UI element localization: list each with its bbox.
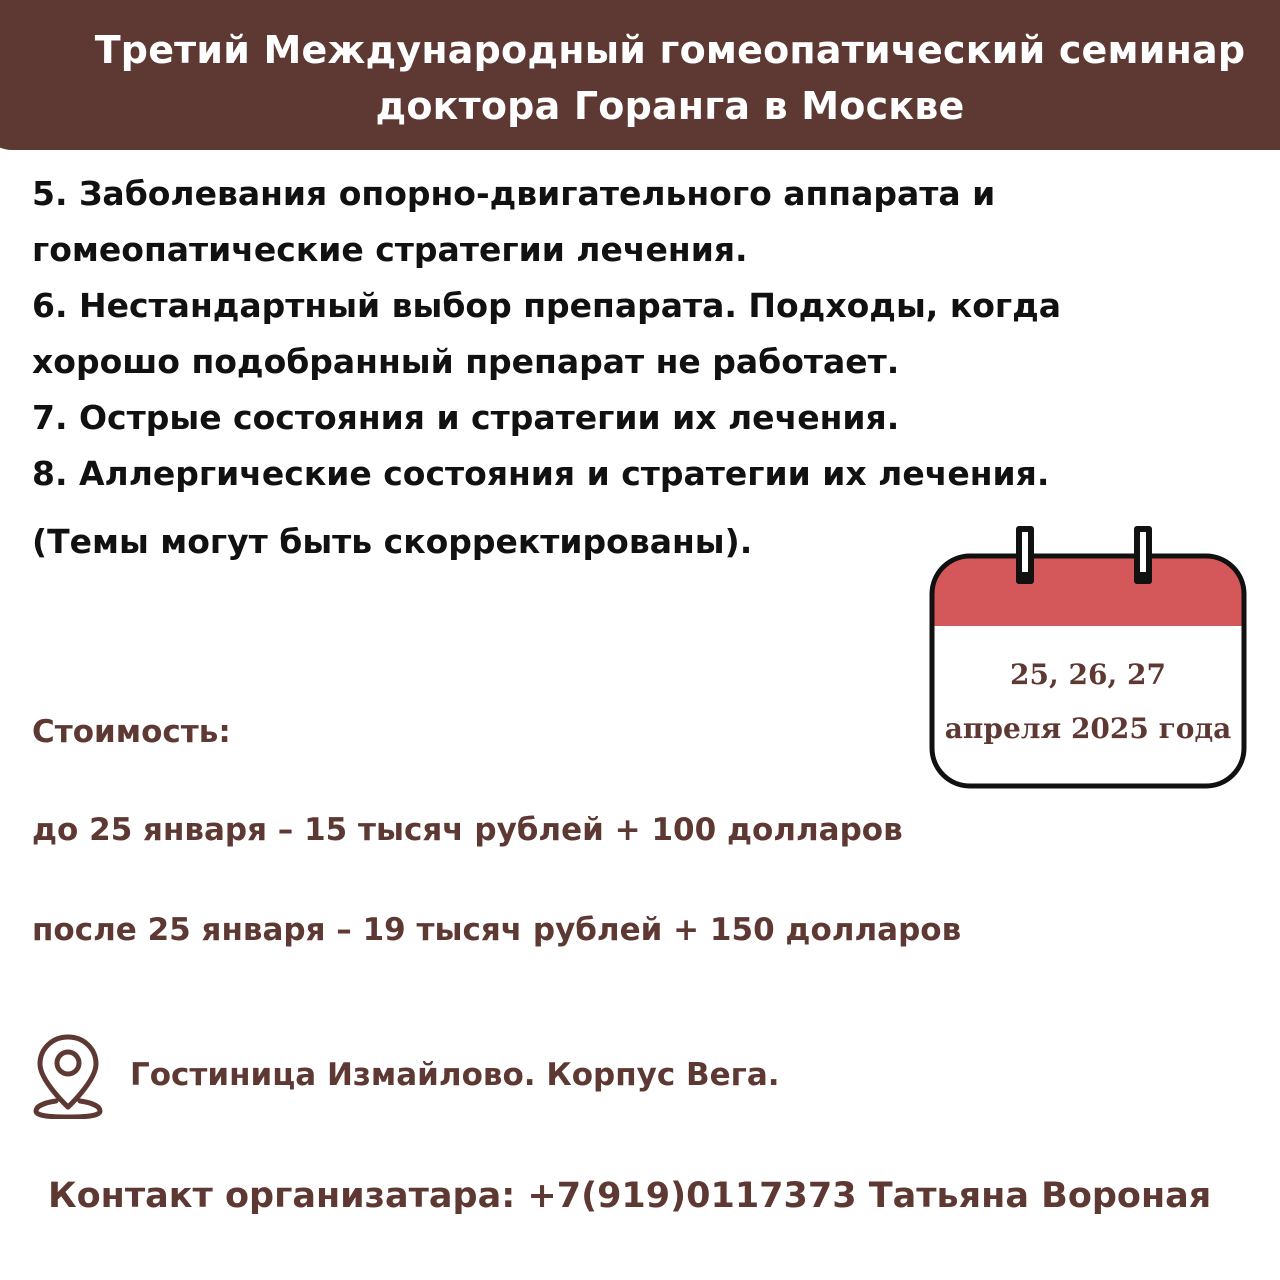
price-late: после 25 января – 19 тысяч рублей + 150 долларов (32, 912, 962, 948)
topic-line: 7. Острые состояния и стратегии их лечения. (32, 398, 900, 437)
topic-line: 8. Аллергические состояния и стратегии их лечения. (32, 454, 1050, 493)
location-row (32, 1030, 780, 1120)
topic-line: 6. Нестандартный выбор препарата. Подходы, когда (32, 286, 1062, 325)
topics-list (32, 166, 1232, 502)
organizer-contact: Контакт организатара: +7(919)0117373 Татьяна Вороная (48, 1176, 1212, 1216)
event-dates (928, 648, 1248, 756)
topic-line: 5. Заболевания опорно-двигательного аппарата и (32, 174, 996, 213)
cost-label: Стоимость: (32, 714, 231, 750)
event-days: 25, 26, 27 (1010, 658, 1166, 691)
location-pin-icon (32, 1031, 104, 1119)
page-title (40, 22, 1280, 134)
event-month-year: апреля 2025 года (944, 712, 1232, 745)
page-title-line-1: Третий Международный гомеопатический семинар (94, 28, 1246, 72)
price-early: до 25 января – 15 тысяч рублей + 100 долларов (32, 812, 903, 848)
topic-line: гомеопатические стратегии лечения. (32, 230, 748, 269)
page-title-line-2: доктора Горанга в Москве (375, 84, 965, 128)
topic-line: хорошо подобранный препарат не работает. (32, 342, 900, 381)
location-text: Гостиница Измайлово. Корпус Вега. (130, 1057, 780, 1093)
topics-note: (Темы могут быть скорректированы). (32, 522, 753, 561)
calendar-icon (928, 520, 1248, 790)
